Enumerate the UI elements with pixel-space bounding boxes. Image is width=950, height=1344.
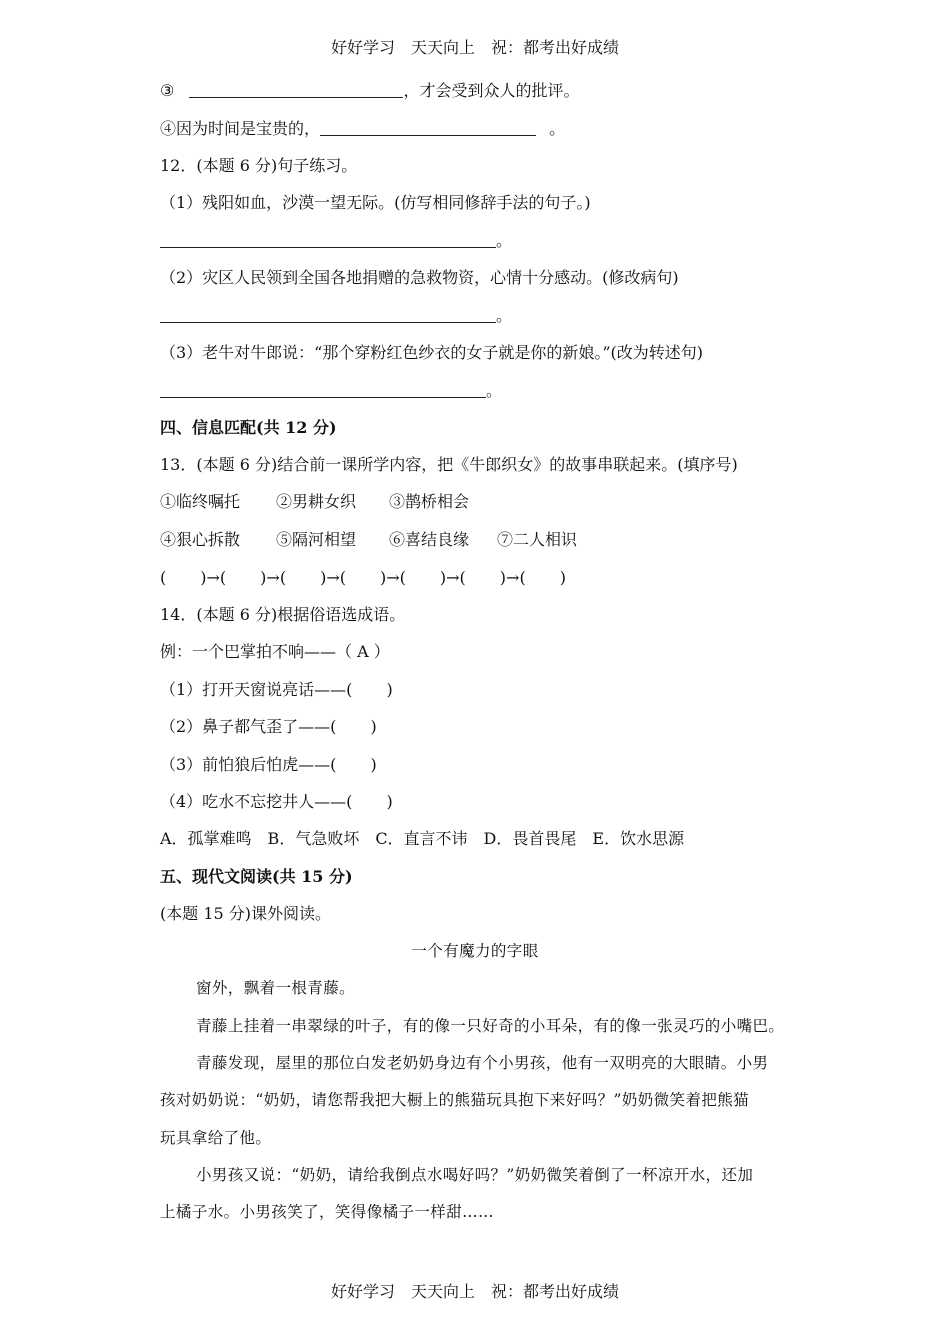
answer-blank[interactable] [189, 81, 403, 98]
open-paren: ( [160, 568, 167, 587]
period: 。 [496, 231, 513, 250]
arrow: → [326, 568, 340, 587]
q12-prompt-3: （3）老牛对牛郎说：“那个穿粉红色纱衣的女子就是你的新娘。”(改为转述句) [160, 343, 704, 362]
q13-options-row-2 [160, 529, 577, 551]
open-paren: ( [519, 568, 526, 587]
close-paren: ) [386, 792, 393, 811]
arrow: → [446, 568, 460, 587]
item-3-marker: ③ [160, 81, 175, 100]
option-3: ③鹊桥相会 [389, 492, 470, 511]
close-paren: ) [499, 568, 507, 587]
q14-item-4 [160, 791, 393, 813]
section-5-title: 五、现代文阅读(共 15 分) [160, 867, 353, 886]
option-1: ①临终嘱托 [160, 492, 241, 511]
arrow: → [386, 568, 400, 587]
q14-item-3 [160, 754, 377, 776]
close-paren: ) [379, 568, 387, 587]
item-text: （4）吃水不忘挖井人——( [160, 792, 353, 811]
arrow: → [506, 568, 520, 587]
item-text: （2）鼻子都气歪了——( [160, 717, 337, 736]
q14-choices: A．孤掌难鸣 B．气急败坏 C．直言不讳 D．畏首畏尾 E．饮水思源 [160, 829, 685, 848]
reading-paragraph-3: 青藤发现，屋里的那位白发老奶奶身边有个小男孩，他有一双明亮的大眼睛。小男 [196, 1054, 769, 1072]
close-paren: ) [370, 755, 377, 774]
open-paren: ( [219, 568, 227, 587]
q11-item-3 [160, 80, 579, 102]
item-text: （3）前怕狼后怕虎——( [160, 755, 337, 774]
q14-title: 14．(本题 6 分)根据俗语选成语。 [160, 605, 406, 624]
q12-answer-line-2 [160, 305, 512, 327]
item-4-suffix: 。 [549, 119, 566, 138]
item-3-suffix: ，才会受到众人的批评。 [403, 81, 580, 100]
open-paren: ( [279, 568, 287, 587]
arrow: → [206, 568, 220, 587]
reading-paragraph-1: 窗外，飘着一根青藤。 [196, 979, 356, 997]
q12-answer-line-3 [160, 380, 502, 402]
close-paren: ) [260, 568, 267, 587]
reading-paragraph-2: 青藤上挂着一串翠绿的叶子，有的像一只好奇的小耳朵，有的像一张灵巧的小嘴巴。 [196, 1017, 785, 1035]
answer-blank[interactable] [160, 381, 486, 398]
option-7: ⑦二人相识 [497, 530, 578, 549]
period: 。 [496, 306, 513, 325]
close-paren: ) [370, 717, 377, 736]
q12-answer-line-1 [160, 230, 512, 252]
q14-item-2 [160, 716, 377, 738]
reading-paragraph-4: 小男孩又说：“奶奶，请给我倒点水喝好吗？”奶奶微笑着倒了一杯凉开水，还加 [196, 1166, 754, 1184]
q13-sequence [160, 567, 566, 589]
option-5: ⑤隔河相望 [276, 530, 357, 549]
answer-blank[interactable] [160, 231, 496, 248]
period: 。 [486, 381, 503, 400]
q14-example: 例：一个巴掌拍不响——（ A ） [160, 642, 390, 661]
option-6: ⑥喜结良缘 [389, 530, 470, 549]
close-paren: ) [559, 568, 566, 587]
q12-title: 12．(本题 6 分)句子练习。 [160, 156, 358, 175]
reading-paragraph-3-cont: 孩对奶奶说：“奶奶，请您帮我把大橱上的熊猫玩具抱下来好吗？”奶奶微笑着把熊猫 [160, 1091, 750, 1109]
section-4-title: 四、信息匹配(共 12 分) [160, 418, 337, 437]
close-paren: ) [320, 568, 327, 587]
close-paren: ) [386, 680, 393, 699]
close-paren: ) [200, 568, 207, 587]
open-paren: ( [459, 568, 466, 587]
page-header: 好好学习 天天向上 祝：都考出好成绩 [330, 38, 619, 57]
option-2: ②男耕女织 [276, 492, 357, 511]
open-paren: ( [399, 568, 406, 587]
open-paren: ( [339, 568, 346, 587]
reading-paragraph-4-cont: 上橘子水。小男孩笑了，笑得像橘子一样甜…… [160, 1203, 494, 1221]
reading-title: 一个有魔力的字眼 [411, 942, 539, 960]
answer-blank[interactable] [320, 119, 536, 136]
q12-prompt-1: （1）残阳如血，沙漠一望无际。(仿写相同修辞手法的句子。) [160, 193, 591, 212]
close-paren: ) [439, 568, 447, 587]
option-4: ④狠心拆散 [160, 530, 241, 549]
q13-title: 13．(本题 6 分)结合前一课所学内容，把《牛郎织女》的故事串联起来。(填序号) [160, 455, 738, 474]
q13-options-row-1 [160, 491, 469, 513]
item-text: （1）打开天窗说亮话——( [160, 680, 353, 699]
reading-paragraph-3-end: 玩具拿给了他。 [160, 1129, 272, 1147]
q11-item-4 [160, 118, 565, 140]
q14-item-1 [160, 679, 393, 701]
answer-blank[interactable] [160, 306, 496, 323]
arrow: → [266, 568, 280, 587]
reading-intro: (本题 15 分)课外阅读。 [160, 904, 332, 923]
item-4-prefix: ④因为时间是宝贵的， [160, 119, 321, 138]
q12-prompt-2: （2）灾区人民领到全国各地捐赠的急救物资，心情十分感动。(修改病句) [160, 268, 679, 287]
page-footer: 好好学习 天天向上 祝：都考出好成绩 [330, 1282, 619, 1301]
